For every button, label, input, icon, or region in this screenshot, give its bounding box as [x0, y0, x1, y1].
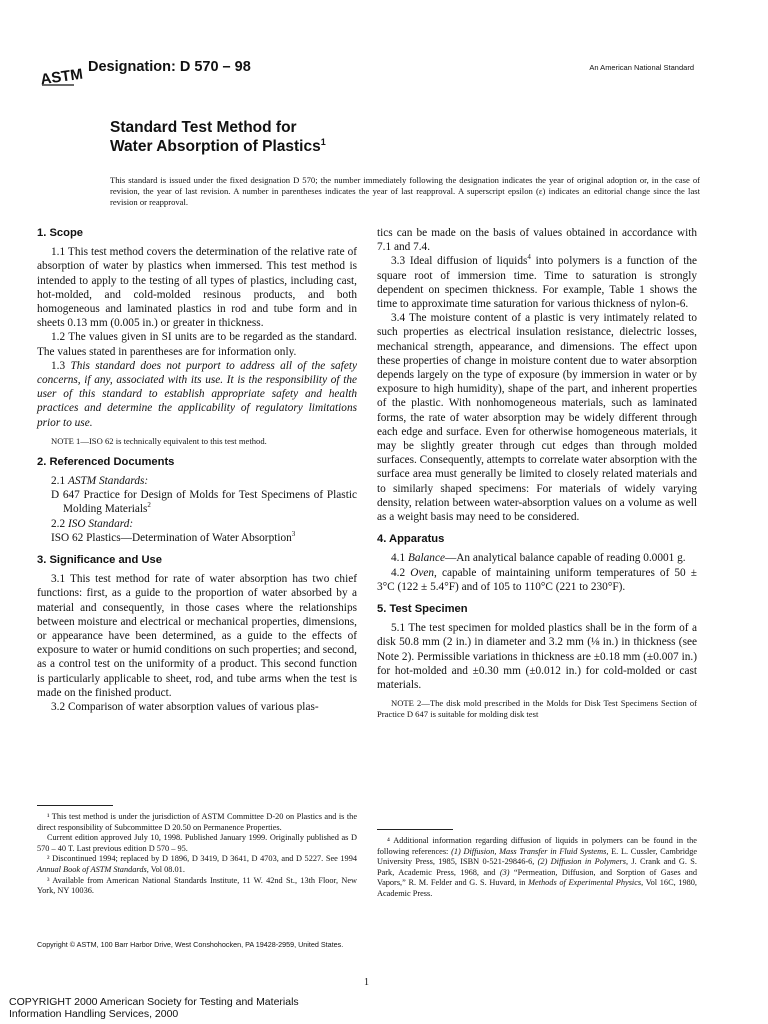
section-heading: 3. Significance and Use — [37, 554, 162, 567]
footnotes-left — [37, 812, 357, 897]
bottom-line-2: Information Handling Services, 2000 — [9, 1007, 179, 1020]
paragraph: 3.3 Ideal diffusion of liquids$^4$ into polymers is a function of the square root of immersion time. Time to saturation is strongly dependent on specimen thickness. For example, Table 1 shows the time to approximate time saturation for various thickness of nylon-6. — [377, 253, 697, 311]
reference-item: ISO 62 Plastics—Determination of Water Absorption$^3$ — [51, 530, 296, 544]
paragraph: tics can be made on the basis of values obtained in accordance with 7.1 and 7.4. — [377, 227, 697, 254]
svg-text:ASTM: ASTM — [39, 65, 84, 89]
paragraph: 3.1 This test method for rate of water absorption has two chief functions: first, as a guide to the proportion of water absorbed by a material and consequently, in those cases where the relationships between moisture and electrical or mechanical properties, dimensions, or appearance have been determined, as a guide to the effects of exposure to water or humid conditions on such properties; and second, as a control test on the uniformity of a product. This second function is particularly applicable to sheet, rod, and tube arms when the test is made on the finished product. — [37, 573, 357, 699]
footnote: ³ Available from American National Standards Institute, 11 W. 42nd St., 13th Floor, New York, NY 10036. — [37, 875, 357, 896]
section-heading: 5. Test Specimen — [377, 603, 468, 616]
footnotes-right — [377, 836, 697, 900]
document-title — [110, 118, 326, 156]
footnote-divider — [377, 829, 453, 830]
astm-logo-icon — [38, 54, 84, 94]
page-number: 1 — [364, 977, 369, 988]
paragraph: 1.1 This test method covers the determination of the relative rate of absorption of water by plastics when immersed. This test method is intended to apply to the testing of all types of plastics, including cast, hot-molded, and cold-molded resinous products, and both homogeneous and laminated plastics in rod and tube form and in sheets 0.13 mm (0.005 in.) or greater in thickness. — [37, 246, 357, 330]
footnote: ¹ This test method is under the jurisdiction of ASTM Committee D-20 on Plastics and is the direct responsibility of Subcommittee D 20.50 on Permanence Properties. — [37, 812, 357, 832]
title-line-1: Standard Test Method for — [110, 119, 297, 136]
standard-type: An American National Standard — [589, 63, 694, 72]
footnote: Current edition approved July 10, 1998. Published January 1999. Originally published as D 570 – 40 T. Last previous edition D 570 – 95. — [37, 833, 357, 853]
designation: Designation: D 570 – 98 — [88, 59, 251, 75]
section-heading: 1. Scope — [37, 227, 84, 239]
footnote-divider — [37, 805, 113, 806]
paragraph: 2.1 ASTM Standards: — [51, 475, 149, 488]
copyright-notice: Copyright © ASTM, 100 Barr Harbor Drive, West Conshohocken, PA 19428-2959, United States. — [37, 940, 344, 949]
note: NOTE 2—The disk mold prescribed in the Molds for Disk Test Specimens Section of Practice D 647 is suitable for molding disk test — [377, 698, 697, 720]
footnote: ⁴ Additional information regarding diffusion of liquids in polymers can be found in the following references: (1) Diffusion, Mass Transfer in Fluid Systems, E. L. Cussler, Cambridge University Press, 1985, ISBN 0-521-29846-6, (2) Diffusion in Polymers, J. Crank and G. S. Park, Academic Press, 1968, and (3) “Permeation, Diffusion, and Sorption of Gases and Vapors,” R. M. Felder and G. S. Huvard, in Methods of Experimental Physics, Vol 16C, 1980, Academic Press. — [377, 836, 698, 898]
reference-item: D 647 Practice for Design of Molds for Test Specimens of Plastic Molding Materials$^2$ — [51, 489, 357, 516]
section-heading: 2. Referenced Documents — [37, 455, 175, 468]
footnote: ² Discontinued 1994; replaced by D 1896, D 3419, D 3641, D 4703, and D 5227. See 1994 Annual Book of ASTM Standards, Vol 08.01. — [37, 854, 357, 874]
paragraph: 4.2 Oven, capable of maintaining uniform temperatures of 50 ± 3°C (122 ± 5.4°F) and of 105 to 110°C (221 to 230°F). — [377, 566, 697, 593]
paragraph: 5.1 The test specimen for molded plastics shall be in the form of a disk 50.8 mm (2 in.) in diameter and 3.2 mm (⅛ in.) in thickness (see Note 2). Permissible variations in thickness are ±0.18 mm (±0.007 in.) for hot-molded and ±0.30 mm (±0.012 in.) for cold-molded or cast materials. — [377, 622, 697, 692]
paragraph: 3.2 Comparison of water absorption values of various plas- — [51, 701, 319, 714]
paragraph: 2.2 ISO Standard: — [51, 517, 134, 530]
section-heading: 4. Apparatus — [377, 533, 445, 546]
note: NOTE 1—ISO 62 is technically equivalent to this test method. — [51, 435, 267, 446]
preamble: This standard is issued under the fixed designation D 570; the number immediately following the designation indicates the year of original adoption or, in the case of revision, the year of last revision. A number in parentheses indicates the year of last reapproval. A superscript epsilon (ε) indicates an editorial change since the last revision or reapproval. — [110, 175, 700, 207]
paragraph: 4.1 Balance—An analytical balance capable of reading 0.0001 g. — [391, 552, 686, 565]
title-line-2: Water Absorption of Plastics$^1$ — [110, 136, 326, 155]
bottom-copyright — [9, 997, 299, 1020]
paragraph: 3.4 The moisture content of a plastic is very intimately related to such properties as electrical insulation resistance, dielectric losses, mechanical strength, appearance, and dimensions. The effect upon these properties of change in moisture content due to water absorption depends largely on the type of exposure (by immersion in water or by exposure to high humidity), shape of the part, and inherent properties of the plastic. With nonhomogeneous materials, such as laminated forms, the rate of water absorption may be widely different through each edge and surface. Even for otherwise homogeneous materials, it may be slightly greater through cut edges than through molded surfaces. Consequently, attempts to correlate water absorption with the surface area must generally be limited to closely related materials and to similarly shaped specimens: For materials of widely varying density, relation between water-absorption values on a volume as well as a weight basis may need to be considered. — [377, 312, 697, 524]
bottom-line-1: COPYRIGHT 2000 American Society for Testing and Materials — [9, 996, 299, 1008]
right-column — [377, 226, 697, 726]
left-column — [37, 226, 357, 714]
paragraph: 1.2 The values given in SI units are to be regarded as the standard. The values stated in parentheses are for information only. — [37, 331, 357, 358]
paragraph: 1.3 This standard does not purport to address all of the safety concerns, if any, associated with its use. It is the responsibility of the user of this standard to establish appropriate safety and health practices and determine the applicability of regulatory limitations prior to use. — [37, 359, 357, 429]
